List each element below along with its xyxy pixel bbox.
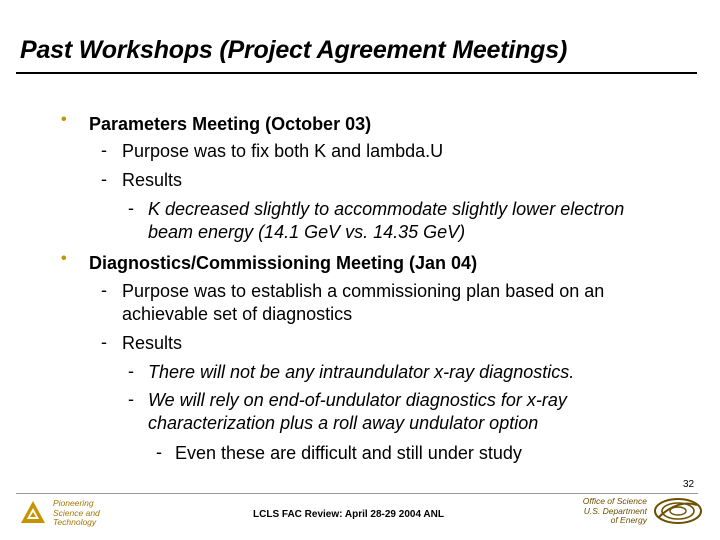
item-2-detail3: Even these are difficult and still under study bbox=[175, 443, 522, 463]
footer-event: LCLS FAC Review: April 28-29 2004 ANL bbox=[253, 509, 444, 520]
dash-1c: - bbox=[128, 198, 134, 218]
item-2-sub2: Results bbox=[122, 333, 183, 353]
bullet-2: • bbox=[61, 250, 67, 267]
doe-line-1: Office of Science bbox=[582, 496, 647, 506]
item-1-sub1: Purpose was to fix both K and lambda.U bbox=[122, 141, 444, 161]
tagline-line-1: Pioneering bbox=[53, 498, 94, 508]
tagline-line-3: Technology bbox=[53, 517, 97, 527]
dash-2b: - bbox=[101, 332, 107, 352]
item-2-heading: Diagnostics/Commissioning Meeting (Jan 04) bbox=[89, 253, 478, 273]
item-1-detail-line1: K decreased slightly to accommodate slightly lower electron bbox=[148, 199, 625, 219]
doe-line-3: of Energy bbox=[610, 515, 647, 525]
item-1-sub2: Results bbox=[122, 170, 183, 190]
page-number: 32 bbox=[683, 479, 695, 490]
title-underline bbox=[16, 72, 697, 74]
item-2-sub1-line1: Purpose was to establish a commissioning plan based on an bbox=[122, 281, 605, 301]
argonne-logo-icon bbox=[20, 500, 46, 524]
tagline-line-2: Science and bbox=[53, 507, 100, 518]
footer-divider bbox=[16, 493, 698, 494]
dash-2d: - bbox=[128, 389, 134, 409]
dash-2a: - bbox=[101, 280, 107, 300]
item-2-sub1-line2: achievable set of diagnostics bbox=[122, 304, 353, 324]
footer-left-tagline bbox=[53, 499, 100, 528]
bullet-1: • bbox=[61, 111, 67, 128]
dash-2e: - bbox=[156, 442, 162, 462]
doe-logo-icon bbox=[653, 497, 703, 525]
item-2-detail1: There will not be any intraundulator x-ray diagnostics. bbox=[148, 362, 575, 382]
footer-right-text bbox=[568, 497, 647, 526]
item-2-detail2-line2: characterization plus a roll away undulator option bbox=[148, 413, 539, 433]
dash-2c: - bbox=[128, 361, 134, 381]
item-1-detail-line2: beam energy (14.1 GeV vs. 14.35 GeV) bbox=[148, 222, 466, 242]
doe-line-2: U.S. Department bbox=[583, 505, 647, 516]
item-2-detail2-line1: We will rely on end-of-undulator diagnostics for x-ray bbox=[148, 390, 567, 410]
dash-1b: - bbox=[101, 169, 107, 189]
item-1-heading: Parameters Meeting (October 03) bbox=[89, 114, 372, 134]
slide-title: Past Workshops (Project Agreement Meetings) bbox=[20, 36, 568, 64]
dash-1a: - bbox=[101, 140, 107, 160]
